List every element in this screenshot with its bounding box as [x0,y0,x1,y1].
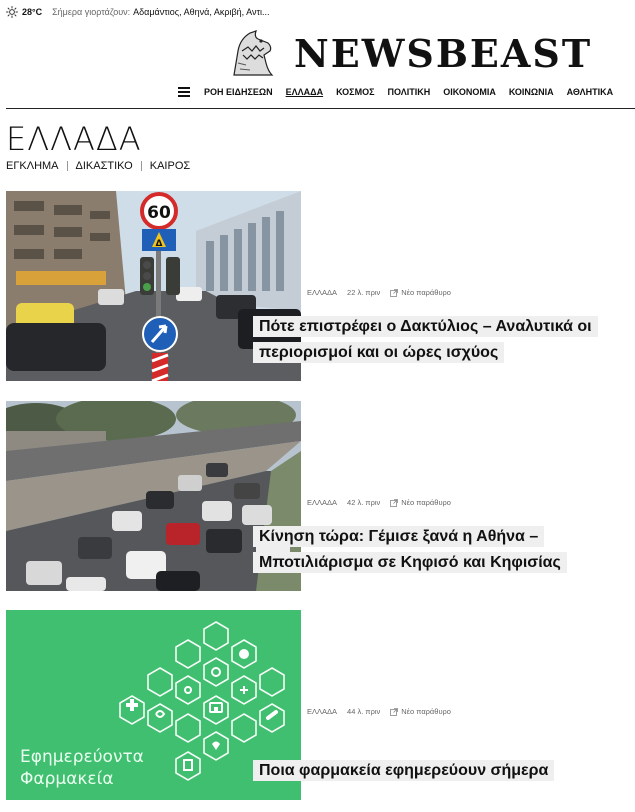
page-title: ΕΛΛΑΔΑ [6,120,142,158]
pharmacy-caption-line1: Εφημερεύοντα [20,747,144,767]
new-window-link[interactable] [390,498,451,507]
logo-wordmark: NEWSBEAST [294,30,593,76]
top-bar [6,4,270,20]
header-divider [6,108,635,109]
nav-item-sports[interactable]: ΑΘΛΗΤΙΚΑ [566,87,614,97]
pharmacy-caption-line2: Φαρμακεία [20,769,114,789]
article-category[interactable]: ΕΛΛΑΔΑ [307,288,338,297]
nav-item-news-feed[interactable]: ΡΟΗ ΕΙΔΗΣΕΩΝ [204,87,273,97]
new-window-label: Νέο παράθυρο [401,288,451,297]
divider [141,161,142,171]
article-card [6,191,635,381]
subcategory-judicial[interactable]: ΔΙΚΑΣΤΙΚΟ [75,160,133,172]
nav-item-world[interactable]: ΚΟΣΜΟΣ [336,87,375,97]
article-meta [307,288,451,297]
article-headline-text: Κίνηση τώρα: Γέμισε ξανά η Αθήνα – Μποτιλιάρισμα σε Κηφισό και Κηφισίας [253,526,567,573]
article-headline[interactable] [253,524,623,576]
new-window-label: Νέο παράθυρο [401,498,451,507]
article-card [6,610,635,800]
article-meta [307,707,451,716]
nav-item-greece[interactable]: ΕΛΛΑΔΑ [285,87,324,97]
new-window-label: Νέο παράθυρο [401,707,451,716]
article-headline-text: Ποια φαρμακεία εφημερεύουν σήμερα [253,760,554,781]
article-headline[interactable] [253,758,623,784]
article-meta [307,498,451,507]
nav-item-society[interactable]: ΚΟΙΝΩΝΙΑ [508,87,554,97]
subcategory-links [6,160,190,172]
external-link-icon [390,289,398,297]
article-time: 42 λ. πριν [347,498,381,507]
main-nav [178,84,613,100]
article-headline[interactable] [253,314,623,366]
new-window-link[interactable] [390,707,451,716]
speed-sign-value: 60 [147,203,171,223]
sign-letter: Δ [155,239,163,249]
external-link-icon [390,708,398,716]
site-logo[interactable] [228,28,592,78]
article-time: 44 λ. πριν [347,707,381,716]
article-category[interactable]: ΕΛΛΑΔΑ [307,707,338,716]
divider [67,161,68,171]
subcategory-weather[interactable]: ΚΑΙΡΟΣ [149,160,191,172]
hamburger-menu-icon[interactable] [178,87,190,97]
nameday-names[interactable]: Αδαμάντιος, Αθηνά, Ακριβή, Αντι... [133,7,270,17]
nameday-label: Σήμερα γιορτάζουν: [52,7,131,17]
subcategory-crime[interactable]: ΕΓΚΛΗΜΑ [6,160,59,172]
nav-item-politics[interactable]: ΠΟΛΙΤΙΚΗ [387,87,431,97]
temperature: 28°C [22,7,43,17]
nav-item-economy[interactable]: ΟΙΚΟΝΟΜΙΑ [443,87,496,97]
article-category[interactable]: ΕΛΛΑΔΑ [307,498,338,507]
new-window-link[interactable] [390,288,451,297]
article-headline-text: Πότε επιστρέφει ο Δακτύλιος – Αναλυτικά οι περιορισμοί και οι ώρες ισχύος [253,316,598,363]
article-card [6,401,635,591]
shark-icon [228,29,274,77]
article-time: 22 λ. πριν [347,288,381,297]
sun-icon [6,6,18,18]
external-link-icon [390,499,398,507]
